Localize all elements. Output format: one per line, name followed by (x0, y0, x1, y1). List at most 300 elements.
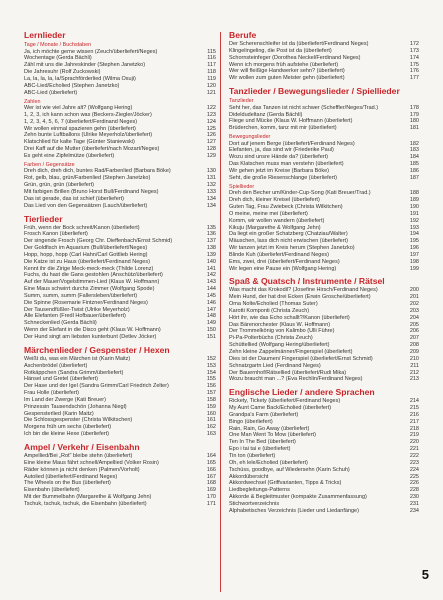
toc-entry[interactable] (229, 342, 419, 349)
toc-entry[interactable] (229, 446, 419, 453)
entry-title: Hopp, hopp, hopp (Carl Hahn/Carl Gottlieb Hering) (24, 251, 148, 258)
entry-title: Dreh dich, kleiner Kreisel (überliefert) (229, 197, 320, 204)
toc-entry[interactable] (24, 293, 216, 300)
entry-title: Rickety, Tickety (überliefert/Ferdinand Neges) (229, 398, 341, 405)
entry-page-number: 157 (206, 390, 216, 397)
toc-entry[interactable] (24, 272, 216, 279)
entry-page-number: 190 (409, 203, 419, 210)
entry-title: Fuchs, du hast die Gans gestohlen (Anschütz/überliefert) (24, 272, 163, 279)
toc-entry[interactable] (24, 119, 216, 126)
entry-page-number: 115 (207, 48, 216, 55)
toc-entry[interactable] (229, 41, 419, 48)
toc-entry[interactable] (24, 76, 216, 83)
entry-title: Räder können ja nicht denken (Palmen/Vorholt) (24, 466, 140, 473)
toc-entry[interactable] (24, 487, 216, 494)
toc-entry[interactable] (24, 453, 216, 460)
entry-title: Liedbegleitungs-Patterns (229, 487, 290, 494)
entry-title: La, la, la, la, la/Sprachförderlied (Wilma Osuji) (24, 75, 136, 82)
entry-page-number: 150 (206, 327, 216, 334)
toc-entry[interactable] (229, 432, 419, 439)
entry-page-number: 208 (409, 342, 419, 349)
toc-section (229, 30, 419, 82)
entry-title: Seht her, das Tanzen ist nicht schwer (Scheffler/Neges/Trad.) (229, 104, 379, 111)
toc-entry[interactable] (229, 48, 419, 55)
toc-entry[interactable] (24, 105, 216, 112)
entry-title: Drei Kaff auf die Mutter (überliefert/nach Mozart/Neges) (24, 146, 160, 153)
entry-page-number: 217 (409, 418, 419, 425)
section-title: Englische Lieder / andere Sprachen (229, 387, 375, 398)
entry-title: Fliege und Mücke (Klaus W. Hoffmann (überliefert) (229, 118, 353, 125)
entry-page-number: 117 (207, 62, 216, 69)
entry-title: Rain, Rain, Go Away (überliefert) (229, 425, 310, 432)
entry-page-number: 200 (409, 287, 419, 294)
entry-title: Das ist gerade, das ist schief (überliefert) (24, 195, 124, 202)
toc-entry[interactable] (24, 266, 216, 273)
entry-title: Das Bärenorchester (Klaus W. Hoffmann) (229, 321, 331, 328)
entry-page-number: 159 (206, 403, 216, 410)
toc-entry[interactable] (24, 83, 216, 90)
entry-page-number: 140 (206, 258, 216, 265)
toc-entry[interactable] (229, 412, 419, 419)
entry-title: Oma Nolte/Echolied (Thomas Suter) (229, 301, 318, 308)
toc-entry[interactable] (24, 417, 216, 424)
entry-page-number: 193 (409, 224, 419, 231)
toc-entry[interactable] (229, 118, 419, 125)
entry-page-number: 172 (409, 41, 419, 47)
entry-page-number: 185 (409, 161, 419, 168)
entry-title: Wir tanzen jetzt im Kreis herum (Stephen Janetzko) (229, 245, 355, 252)
entry-page-number: 174 (409, 54, 419, 61)
toc-section (229, 387, 419, 514)
toc-entry[interactable] (24, 189, 216, 196)
entry-page-number: 228 (409, 487, 419, 494)
entry-page-number: 129 (206, 153, 216, 159)
toc-entry[interactable] (24, 431, 216, 438)
toc-entry[interactable] (229, 335, 419, 342)
entry-page-number: 166 (206, 466, 216, 473)
entry-page-number: 220 (409, 439, 419, 446)
entry-title: The Wheels on the Bus (überliefert) (24, 480, 111, 487)
entry-title: Karotti Komponti (Christa Zeuch) (229, 307, 310, 314)
toc-entry[interactable] (229, 315, 419, 322)
entry-page-number: 148 (206, 313, 216, 320)
entry-page-number: 187 (409, 174, 419, 181)
toc-entry[interactable] (229, 322, 419, 329)
entry-title: Wenn ich morgens früh aufstehe (überliefert) (229, 61, 339, 68)
toc-entry[interactable] (229, 112, 419, 119)
toc-entry[interactable] (229, 105, 419, 112)
toc-entry[interactable] (24, 370, 216, 377)
entry-title: Schornsteinfeger (Dorothea Neckel/Ferdinand Neges) (229, 54, 361, 61)
toc-entry[interactable] (24, 300, 216, 307)
page-number: 5 (421, 567, 429, 582)
entry-title: Ems, zwei, drei (überliefert/Ferdinand Neges) (229, 258, 340, 265)
toc-entry[interactable] (24, 182, 216, 189)
entry-title: Autolied (überliefert/Ferdinand Neges) (24, 473, 118, 480)
toc-right-column (229, 28, 419, 519)
entry-page-number: 211 (410, 362, 419, 369)
entry-page-number: 138 (206, 245, 216, 252)
entry-title: Grandpa's Farm (überliefert) (229, 411, 299, 418)
toc-entry[interactable] (24, 376, 216, 383)
entry-title: Wir legen eine Pause ein (Wolfgang Hering) (229, 265, 337, 272)
entry-title: Ampellied/Bei „Rot" bleibe stehn (überliefert) (24, 452, 133, 459)
entry-title: Was macht das Krokodil? (Josefine Hirsch/Ferdinand Neges) (229, 287, 378, 294)
toc-entry[interactable] (229, 211, 419, 218)
toc-left-column (24, 28, 216, 512)
entry-title: Wir wollen einmal spazieren gehn (überliefert) (24, 125, 136, 132)
section-title: Lernlieder (24, 30, 66, 40)
entry-page-number: 181 (409, 125, 419, 132)
toc-entry[interactable] (24, 203, 216, 210)
entry-page-number: 142 (206, 272, 216, 279)
entry-page-number: 160 (206, 410, 216, 417)
entry-title: Gespensterlied (Karin Maitz) (24, 410, 94, 417)
toc-entry[interactable] (229, 68, 419, 75)
entry-title: Eisenbahn (überliefert) (24, 487, 80, 494)
toc-entry[interactable] (229, 231, 419, 238)
toc-entry[interactable] (24, 132, 216, 139)
toc-entry[interactable] (229, 419, 419, 426)
entry-page-number: 180 (409, 118, 419, 125)
toc-entry[interactable] (229, 55, 419, 62)
toc-entry[interactable] (229, 190, 419, 197)
entry-page-number: 122 (206, 105, 216, 112)
entry-title: Wir gehen jetzt im Kreise (Barbara Böke) (229, 168, 329, 174)
entry-page-number: 120 (206, 82, 216, 89)
subsection-title: Tanzlieder (229, 98, 254, 105)
toc-entry[interactable] (24, 90, 216, 97)
toc-entry[interactable] (229, 125, 419, 132)
toc-entry[interactable] (24, 307, 216, 314)
toc-entry[interactable] (24, 225, 216, 232)
entry-title: Im Land der Zwerge (Kati Breuer) (24, 396, 106, 403)
toc-entry[interactable] (229, 308, 419, 315)
toc-entry[interactable] (24, 383, 216, 390)
toc-entry[interactable] (229, 474, 419, 481)
entry-page-number: 201 (409, 294, 419, 301)
section-title: Tierlieder (24, 213, 63, 224)
entry-page-number: 178 (409, 104, 419, 111)
entry-title: Kennt ihr die Zirige Meck-meck-meck (Thilde Lorenz) (24, 265, 154, 272)
entry-page-number: 225 (409, 473, 419, 480)
toc-entry[interactable] (229, 204, 419, 211)
entry-page-number: 203 (409, 307, 419, 314)
entry-title: Der Goldfisch im Aquarium (Bull/überliefert/Neges) (24, 245, 148, 252)
toc-entry[interactable] (24, 112, 216, 119)
entry-page-number: 205 (409, 321, 419, 328)
entry-page-number: 131 (206, 175, 216, 182)
entry-page-number: 121 (206, 89, 216, 96)
toc-entry[interactable] (229, 225, 419, 232)
entry-page-number: 231 (409, 500, 419, 507)
toc-entry[interactable] (229, 439, 419, 446)
entry-title: Kikuju (Margarethe & Wolfgang Jehn) (229, 224, 321, 231)
toc-entry[interactable] (229, 147, 419, 154)
toc-entry[interactable] (24, 334, 216, 341)
toc-section (229, 276, 419, 383)
entry-page-number: 221 (409, 446, 419, 453)
toc-entry[interactable] (229, 398, 419, 405)
toc-entry[interactable] (24, 69, 216, 76)
entry-page-number: 206 (409, 328, 419, 335)
entry-page-number: 179 (409, 111, 419, 118)
toc-entry[interactable] (229, 252, 419, 259)
entry-title: 1, 2, 3, ich kann schon was (Beckers-Ziegler/Jöcker) (24, 111, 152, 118)
entry-page-number: 134 (206, 202, 216, 209)
entry-title: Die Spinne (Rosemarie Fintzner/Ferdinand Neges) (24, 299, 148, 306)
entry-title: Dreh den Becher um/Kinder-Cup-Song (Kati Breuer/Trad.) (229, 190, 371, 197)
toc-entry[interactable] (229, 168, 419, 175)
entry-title: Bingo (überliefert) (229, 418, 273, 425)
entry-title: Seht, die große Riesenschlange (überliefert) (229, 174, 337, 181)
toc-entry[interactable] (229, 294, 419, 301)
entry-title: Epo i tai tai e (überliefert) (229, 446, 291, 453)
entry-title: Komm, wir wollen wandern (überliefert) (229, 217, 325, 224)
entry-title: Mit der Bummelbahn (Margarethe & Wolfgang Jehn) (24, 494, 152, 501)
toc-entry[interactable] (229, 426, 419, 433)
entry-page-number: 197 (409, 251, 419, 258)
toc-entry[interactable] (24, 320, 216, 327)
entry-title: Der Tausendfüßler-Twist (Ulrike Meyerholz) (24, 306, 130, 313)
entry-page-number: 230 (409, 494, 419, 501)
toc-entry[interactable] (24, 480, 216, 487)
entry-page-number: 194 (409, 231, 419, 238)
section-title: Berufe (229, 30, 257, 40)
entry-title: Mäuschen, lass dich nicht erwischen (überliefert) (229, 238, 348, 245)
entry-page-number: 183 (409, 147, 419, 154)
entry-page-number: 135 (206, 224, 216, 231)
entry-title: Tschüss, goodbye, auf Wiedersehn (Karin Schuh) (229, 466, 350, 473)
entry-page-number: 212 (409, 369, 419, 376)
toc-entry[interactable] (24, 49, 216, 56)
entry-page-number: 210 (409, 355, 419, 362)
entry-page-number: 118 (207, 69, 216, 76)
toc-entry[interactable] (24, 279, 216, 286)
entry-title: Schnatzgartn Lied (Ferdinand Neges) (229, 362, 321, 369)
entry-title: Dort auf jenem Berge (überliefert/Ferdinand Neges) (229, 140, 355, 147)
toc-entry[interactable] (24, 196, 216, 203)
entry-title: Hört ihr, wie das Echo schallt?/Kanon (überliefert) (229, 314, 350, 321)
toc-entry[interactable] (229, 197, 419, 204)
entry-page-number: 141 (206, 265, 216, 272)
toc-entry[interactable] (24, 327, 216, 334)
entry-title: Rot, gelb, blau, grün/Farbenlied (Stephen Janetzko) (24, 175, 151, 182)
entry-title: Schneckenlied (Gerda Bächli) (24, 320, 97, 327)
entry-title: Ja, ich möchte gerne wissen (Zeuch/überliefert/Neges) (24, 48, 158, 55)
entry-title: Stichwortverzeichnis (229, 500, 280, 507)
toc-entry[interactable] (229, 460, 419, 467)
toc-entry[interactable] (24, 139, 216, 146)
toc-entry[interactable] (229, 494, 419, 501)
entry-title: Es geht eine Zipfelmütze (überliefert) (24, 153, 115, 159)
entry-page-number: 234 (409, 507, 419, 514)
toc-entry[interactable] (229, 218, 419, 225)
toc-entry[interactable] (24, 146, 216, 153)
toc-section (24, 214, 216, 341)
toc-entry[interactable] (229, 370, 419, 377)
entry-page-number: 137 (206, 238, 216, 245)
column-divider (220, 32, 221, 592)
toc-entry[interactable] (24, 411, 216, 418)
entry-title: Das Lied von den Gegensätzen (Lauch/überliefert) (24, 202, 148, 209)
toc-entry[interactable] (229, 467, 419, 474)
toc-entry[interactable] (229, 376, 419, 383)
entry-page-number: 189 (409, 197, 419, 204)
subsection-title: Farben / Gegensätze (24, 161, 75, 168)
entry-page-number: 182 (409, 140, 419, 147)
toc-entry[interactable] (24, 474, 216, 481)
toc-entry[interactable] (24, 404, 216, 411)
entry-page-number: 147 (206, 306, 216, 313)
section-title: Märchenlieder / Gespenster / Hexen (24, 344, 170, 355)
entry-page-number: 151 (206, 334, 216, 340)
toc-entry[interactable] (24, 55, 216, 62)
subsection-title: Spiellieder (229, 183, 255, 190)
entry-title: Klingelingeling, die Post ist da (überliefert) (229, 47, 332, 54)
toc-entry[interactable] (24, 313, 216, 320)
entry-title: Das Klatschen muss man verstehn (überliefert) (229, 161, 344, 168)
entry-page-number: 213 (409, 376, 419, 383)
entry-title: Frau Holle (überliefert) (24, 390, 80, 397)
toc-entry[interactable] (229, 259, 419, 266)
toc-entry[interactable] (229, 349, 419, 356)
toc-section (24, 345, 216, 438)
toc-entry[interactable] (229, 245, 419, 252)
toc-entry[interactable] (229, 266, 419, 273)
entry-title: Die Jahresuhr (Rolf Zuckowski) (24, 69, 101, 76)
entry-title: Die Schlossgespenster (Christa Wilkitschen) (24, 417, 133, 424)
toc-entry[interactable] (24, 501, 216, 508)
subsection-title: Zahlen (24, 98, 41, 105)
toc-section (24, 442, 216, 508)
entry-title: Brüderchen, komm, tanz mit mir (überliefert) (229, 125, 337, 132)
entry-page-number: 116 (207, 55, 216, 62)
section-title: Spaß & Quatsch / Instrumente / Rätsel (229, 276, 385, 287)
entry-title: Dies ist der Daumen/ Fingerspiel (überliefert/Ernst Schmid) (229, 355, 373, 362)
entry-page-number: 192 (409, 217, 419, 224)
entry-page-number: 149 (206, 320, 216, 327)
toc-entry[interactable] (24, 245, 216, 252)
toc-entry[interactable] (229, 301, 419, 308)
entry-page-number: 198 (409, 258, 419, 265)
toc-entry[interactable] (24, 494, 216, 501)
entry-title: Summ, summ, summ (Fallersleben/überliefert) (24, 292, 138, 299)
entry-page-number: 167 (206, 473, 216, 480)
entry-page-number: 123 (206, 111, 216, 118)
toc-entry[interactable] (24, 62, 216, 69)
toc-entry[interactable] (24, 390, 216, 397)
toc-entry[interactable] (229, 453, 419, 460)
toc-entry[interactable] (229, 501, 419, 508)
entry-page-number: 222 (409, 452, 419, 459)
toc-entry[interactable] (229, 161, 419, 168)
toc-entry[interactable] (24, 238, 216, 245)
entry-title: Schüttellied (Wolfgang Hering/überliefert) (229, 342, 330, 349)
entry-title: Früh, wenn der Bock schreit/Kanon (überliefert) (24, 224, 140, 231)
entry-page-number: 169 (206, 487, 216, 494)
entry-page-number: 195 (409, 238, 419, 245)
toc-entry[interactable] (229, 238, 419, 245)
entry-page-number: 218 (409, 425, 419, 432)
entry-title: 1, 2, 3, 4, 5, 6, 7 (überliefert/Ferdinand Neges) (24, 118, 138, 125)
entry-title: Weißt du, was ein Märchen ist (Karin Maitz) (24, 355, 131, 362)
entry-title: Dideldudeltanz (Gerda Bächli) (229, 111, 303, 118)
entry-title: O meine, meine mei (überliefert) (229, 210, 308, 217)
toc-entry[interactable] (24, 397, 216, 404)
toc-entry[interactable] (229, 287, 419, 294)
entry-page-number: 124 (206, 118, 216, 125)
toc-entry[interactable] (24, 153, 216, 160)
entry-page-number: 146 (206, 299, 216, 306)
toc-entry[interactable] (24, 259, 216, 266)
toc-entry[interactable] (24, 467, 216, 474)
entry-title: Eine kleine Maus fährt schnell/Ampellied (Volker Rosin) (24, 459, 159, 466)
toc-entry[interactable] (229, 508, 419, 515)
section-title: Tanzlieder / Bewegungslieder / Spiellieder (229, 86, 400, 97)
entry-page-number: 139 (206, 251, 216, 258)
entry-title: Die Katze ist zu Haus (überliefert/Ferdinand Neges) (24, 258, 150, 265)
toc-entry[interactable] (229, 356, 419, 363)
toc-entry[interactable] (229, 141, 419, 148)
entry-title: Der Bauernhof/Rätsellied (überliefert/Rudi Mika) (229, 369, 347, 376)
entry-title: Wochentage (Gerda Bächli) (24, 55, 92, 62)
toc-entry[interactable] (24, 126, 216, 133)
toc-entry[interactable] (229, 487, 419, 494)
toc-entry[interactable] (24, 286, 216, 293)
entry-title: Aschenbrödel (überliefert) (24, 362, 88, 369)
entry-page-number: 223 (409, 459, 419, 466)
entry-page-number: 191 (409, 210, 419, 217)
entry-page-number: 173 (409, 47, 419, 54)
toc-entry[interactable] (24, 356, 216, 363)
entry-page-number: 215 (409, 405, 419, 412)
entry-page-number: 209 (409, 349, 419, 355)
entry-title: Der Hund singt am liebsten kunterbunt (Detlev Jöcker) (24, 334, 157, 340)
entry-page-number: 168 (206, 480, 216, 487)
toc-entry[interactable] (24, 231, 216, 238)
entry-title: Elefanten, ja, das sind wir (Friederike Paul) (229, 147, 334, 154)
toc-entry[interactable] (229, 328, 419, 335)
toc-entry[interactable] (24, 168, 216, 175)
entry-title: Auf der Mauer/Vogelstimmen-Lied (Klaus W. Hoffmann) (24, 279, 160, 286)
toc-entry[interactable] (24, 424, 216, 431)
entry-page-number: 143 (206, 279, 216, 286)
toc-entry[interactable] (229, 405, 419, 412)
entry-page-number: 224 (409, 466, 419, 473)
toc-entry[interactable] (229, 480, 419, 487)
entry-title: Rotkäppchen (Sandra Grimm/überliefert) (24, 369, 124, 376)
entry-page-number: 171 (206, 500, 216, 507)
entry-title: Wer ist wie viel Jahre alt? (Wolfgang Hering) (24, 105, 133, 112)
toc-entry[interactable] (24, 363, 216, 370)
toc-entry[interactable] (229, 62, 419, 69)
entry-page-number: 216 (409, 411, 419, 418)
toc-entry[interactable] (24, 175, 216, 182)
toc-entry[interactable] (229, 363, 419, 370)
toc-entry[interactable] (229, 154, 419, 161)
entry-title: Akkorde & Begleitmuster (kompakte Zusammenfassung) (229, 494, 367, 501)
toc-entry[interactable] (229, 175, 419, 182)
toc-entry[interactable] (24, 252, 216, 259)
entry-title: Wir wollen zum guten Meister gehn (überliefert) (229, 75, 345, 82)
entry-page-number: 155 (206, 376, 216, 383)
toc-entry[interactable] (229, 75, 419, 82)
entry-title: ABC-Lied/Echolied (Stephen Janetzko) (24, 82, 120, 89)
toc-entry[interactable] (24, 460, 216, 467)
entry-page-number: 125 (206, 125, 216, 132)
entry-title: Hänsel und Gretel (überliefert) (24, 376, 98, 383)
